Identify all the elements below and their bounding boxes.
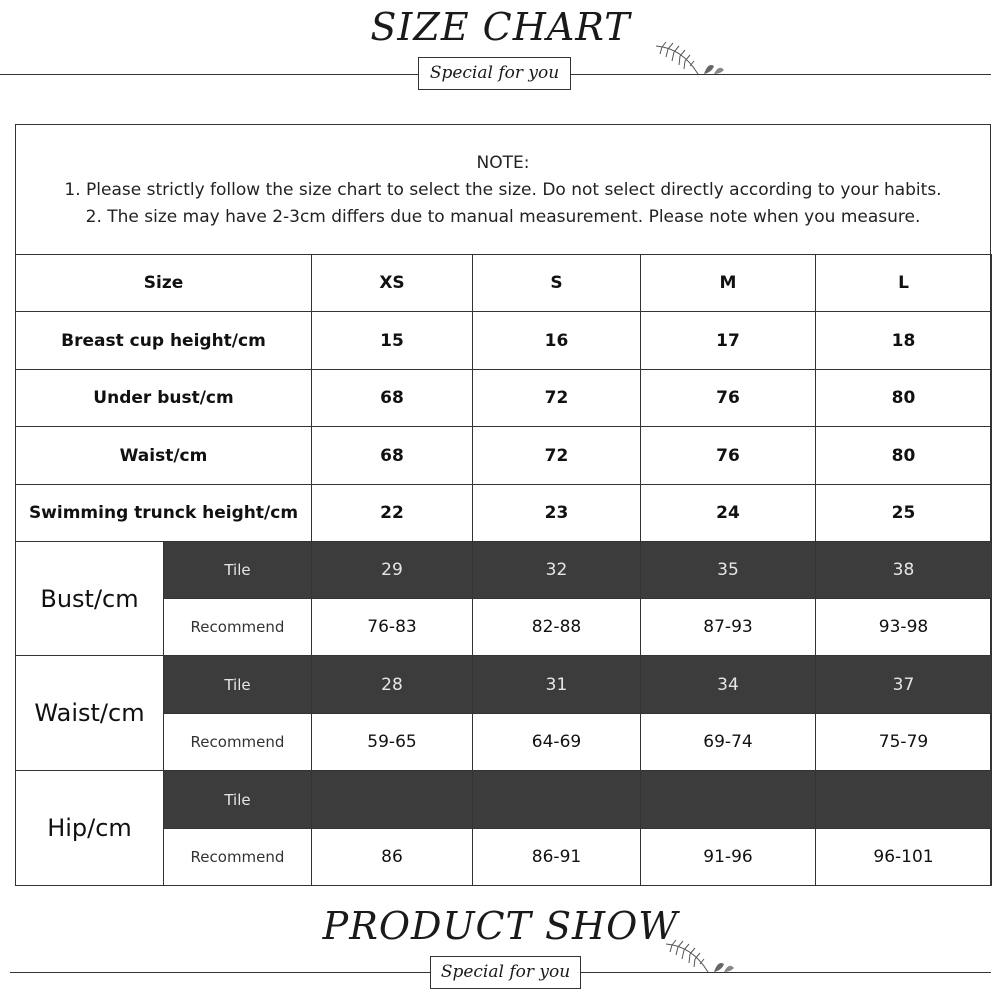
table-row — [16, 427, 992, 485]
size-xs: XS — [312, 255, 473, 312]
table-row — [16, 370, 992, 427]
table-cell: 96-101 — [816, 829, 992, 886]
table-cell: 80 — [816, 427, 992, 485]
table-row — [16, 771, 992, 829]
table-cell — [473, 771, 641, 829]
table-cell: 24 — [641, 485, 816, 542]
bottom-tagline-box: Special for you — [430, 956, 581, 989]
table-row — [16, 485, 992, 542]
table-cell: 76 — [641, 370, 816, 427]
row-label: Under bust/cm — [16, 370, 312, 427]
table-cell: 35 — [641, 542, 816, 599]
note-line-1: 1. Please strictly follow the size chart to select the size. Do not select directly according to your habits. — [64, 180, 942, 200]
table-cell: 28 — [312, 656, 473, 714]
tile-label: Tile — [164, 656, 312, 714]
table-cell: 59-65 — [312, 714, 473, 771]
table-cell: 68 — [312, 370, 473, 427]
leaf-icon — [662, 938, 738, 978]
table-cell: 86-91 — [473, 829, 641, 886]
note-line-2: 2. The size may have 2-3cm differs due to manual measurement. Please note when you measure. — [85, 207, 921, 227]
recommend-label: Recommend — [164, 599, 312, 656]
table-cell — [641, 771, 816, 829]
table-cell: 75-79 — [816, 714, 992, 771]
size-header: Size — [16, 255, 312, 312]
recommend-label: Recommend — [164, 714, 312, 771]
table-cell: 16 — [473, 312, 641, 370]
table-cell: 34 — [641, 656, 816, 714]
table-cell: 68 — [312, 427, 473, 485]
top-banner-line-left — [0, 74, 418, 75]
row-label: Breast cup height/cm — [16, 312, 312, 370]
bottom-banner-line-left — [10, 972, 430, 973]
table-row — [16, 542, 992, 599]
table-cell: 15 — [312, 312, 473, 370]
table-cell: 76-83 — [312, 599, 473, 656]
bust-group-label: Bust/cm — [16, 542, 164, 656]
row-label: Waist/cm — [16, 427, 312, 485]
table-cell: 91-96 — [641, 829, 816, 886]
hip-group-label: Hip/cm — [16, 771, 164, 886]
table-cell — [312, 771, 473, 829]
size-table — [15, 254, 992, 886]
table-cell: 37 — [816, 656, 992, 714]
table-cell: 93-98 — [816, 599, 992, 656]
size-m: M — [641, 255, 816, 312]
table-cell: 64-69 — [473, 714, 641, 771]
table-cell: 22 — [312, 485, 473, 542]
table-cell: 76 — [641, 427, 816, 485]
top-banner-line-right — [571, 74, 991, 75]
table-cell: 17 — [641, 312, 816, 370]
recommend-label: Recommend — [164, 829, 312, 886]
product-show-title: PRODUCT SHOW — [322, 904, 679, 948]
top-tagline-box: Special for you — [418, 57, 571, 90]
table-cell — [816, 771, 992, 829]
size-s: S — [473, 255, 641, 312]
table-row — [16, 312, 992, 370]
note-heading: NOTE: — [476, 153, 530, 173]
size-l: L — [816, 255, 992, 312]
leaf-icon — [652, 40, 728, 80]
table-cell: 38 — [816, 542, 992, 599]
bottom-banner-line-right — [581, 972, 991, 973]
waist-group-label: Waist/cm — [16, 656, 164, 771]
table-cell: 72 — [473, 370, 641, 427]
table-cell: 69-74 — [641, 714, 816, 771]
size-chart-title: SIZE CHART — [370, 5, 631, 49]
tile-label: Tile — [164, 542, 312, 599]
table-cell: 25 — [816, 485, 992, 542]
table-cell: 86 — [312, 829, 473, 886]
table-cell: 87-93 — [641, 599, 816, 656]
table-row — [16, 656, 992, 714]
table-cell: 82-88 — [473, 599, 641, 656]
table-cell: 80 — [816, 370, 992, 427]
tile-label: Tile — [164, 771, 312, 829]
table-cell: 32 — [473, 542, 641, 599]
note-block — [15, 124, 991, 255]
row-label: Swimming trunck height/cm — [16, 485, 312, 542]
table-cell: 18 — [816, 312, 992, 370]
table-cell: 23 — [473, 485, 641, 542]
table-cell: 31 — [473, 656, 641, 714]
table-header-row — [16, 255, 992, 312]
table-cell: 72 — [473, 427, 641, 485]
table-cell: 29 — [312, 542, 473, 599]
